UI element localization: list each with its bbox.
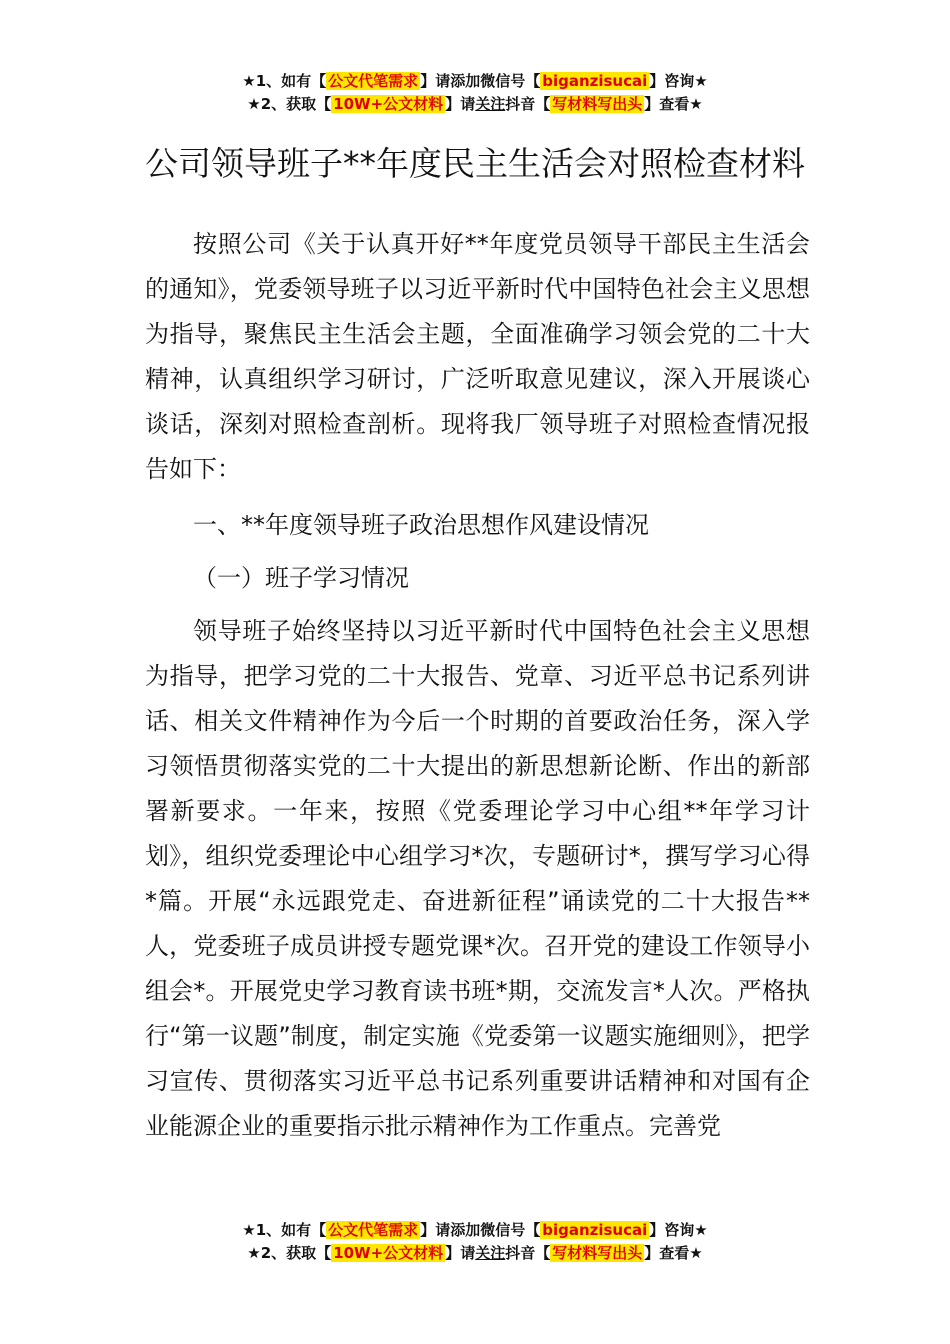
ad-text: 抖音【 [505, 95, 551, 113]
ad-text-underlined: 关注 [475, 1244, 506, 1262]
ad-text: 】查看★ [644, 95, 703, 113]
ad-highlight: 写材料写出头 [552, 1244, 643, 1262]
ad-text: 】请添加微信号【 [420, 1221, 541, 1239]
ad-text-underlined: 关注 [475, 95, 506, 113]
ad-text: 】查看★ [644, 1244, 703, 1262]
ad-text: 】咨询★ [649, 72, 708, 90]
ad-highlight: biganzisucai [542, 72, 648, 90]
subsection-heading: （一）班子学习情况 [193, 564, 409, 592]
top-ad-line-1 [0, 70, 950, 92]
ad-highlight: 10W+公文材料 [333, 1244, 444, 1262]
section-heading: 一、**年度领导班子政治思想作风建设情况 [193, 511, 649, 539]
document-title: 公司领导班子**年度民主生活会对照检查材料 [145, 144, 805, 184]
ad-text: ★1、如有【 [242, 72, 327, 90]
ad-text: 】请 [445, 1244, 476, 1262]
ad-text: ★2、获取【 [247, 1244, 332, 1262]
ad-highlight: 公文代笔需求 [328, 72, 419, 90]
ad-highlight: biganzisucai [542, 1221, 648, 1239]
ad-highlight: 10W+公文材料 [333, 95, 444, 113]
intro-paragraph: 按照公司《关于认真开好**年度党员领导干部民主生活会的通知》，党委领导班子以习近平新时代中国特色社会主义思想为指导，聚焦民主生活会主题，全面准确学习领会党的二十大精神，认真组织学习研讨，广泛听取意见建议，深入开展谈心谈话，深刻对照检查剖析。现将我厂领导班子对照检查情况报告如下： [145, 230, 810, 483]
bottom-ad-line-2 [0, 1242, 950, 1264]
ad-text: 】请添加微信号【 [420, 72, 541, 90]
ad-text: ★2、获取【 [247, 95, 332, 113]
document-body [145, 222, 810, 1149]
ad-highlight: 写材料写出头 [552, 95, 643, 113]
ad-highlight: 公文代笔需求 [328, 1221, 419, 1239]
ad-text: 抖音【 [505, 1244, 551, 1262]
ad-text: ★1、如有【 [242, 1221, 327, 1239]
ad-text: 】请 [445, 95, 476, 113]
study-paragraph: 领导班子始终坚持以习近平新时代中国特色社会主义思想为指导，把学习党的二十大报告、党章、习近平总书记系列讲话、相关文件精神作为今后一个时期的首要政治任务，深入学习领悟贯彻落实党的二十大提出的新思想新论断、作出的新部署新要求。一年来，按照《党委理论学习中心组**年学习计划》，组织党委理论中心组学习*次，专题研讨*，撰写学习心得*篇。开展“永远跟党走、奋进新征程”诵读党的二十大报告**人，党委班子成员讲授专题党课*次。召开党的建设工作领导小组会*。开展党史学习教育读书班*期，交流发言*人次。严格执行“第一议题”制度，制定实施《党委第一议题实施细则》，把学习宣传、贯彻落实习近平总书记系列重要讲话精神和对国有企业能源企业的重要指示批示精神作为工作重点。完善党 [145, 617, 810, 1140]
ad-text: 】咨询★ [649, 1221, 708, 1239]
top-ad-line-2 [0, 93, 950, 115]
bottom-ad-line-1 [0, 1219, 950, 1241]
